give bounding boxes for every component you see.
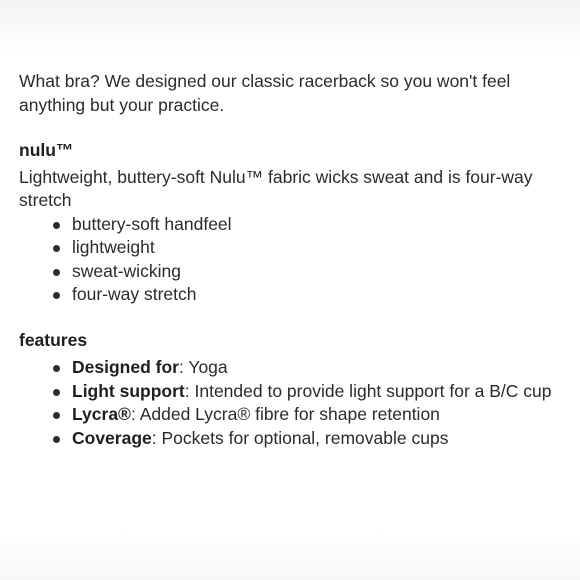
feature-label: Lycra® <box>72 404 131 424</box>
feature-label: Coverage <box>72 427 152 448</box>
list-item: sweat-wicking <box>72 260 564 284</box>
list-item <box>72 380 564 404</box>
bottom-shadow <box>0 532 580 580</box>
list-item <box>72 403 564 427</box>
feature-label: Light support <box>72 380 185 401</box>
feature-text: : Pockets for optional, removable cups <box>151 427 449 448</box>
list-item <box>72 427 564 451</box>
list-item <box>72 356 564 380</box>
features-bullet-list <box>19 356 564 450</box>
nulu-description: Lightweight, buttery-soft Nulu™ fabric wicks sweat and is four-way stretch <box>19 166 533 210</box>
nulu-bullet-list <box>19 213 564 307</box>
feature-text: : Added Lycra® fibre for shape retention <box>130 404 440 424</box>
feature-text: : Yoga <box>178 357 228 377</box>
list-item: buttery-soft handfeel <box>72 213 564 237</box>
list-item: four-way stretch <box>72 283 564 307</box>
feature-label: Designed for <box>72 357 179 377</box>
nulu-heading: nulu™ <box>19 140 74 160</box>
list-item: lightweight <box>72 236 564 260</box>
product-description <box>19 70 564 450</box>
features-heading: features <box>19 329 88 350</box>
feature-text: : Intended to provide light support for a B/C cup <box>184 380 552 401</box>
intro-text: What bra? We designed our classic racerback so you won't feel anything but your practice. <box>19 71 511 115</box>
top-shadow <box>0 0 580 52</box>
